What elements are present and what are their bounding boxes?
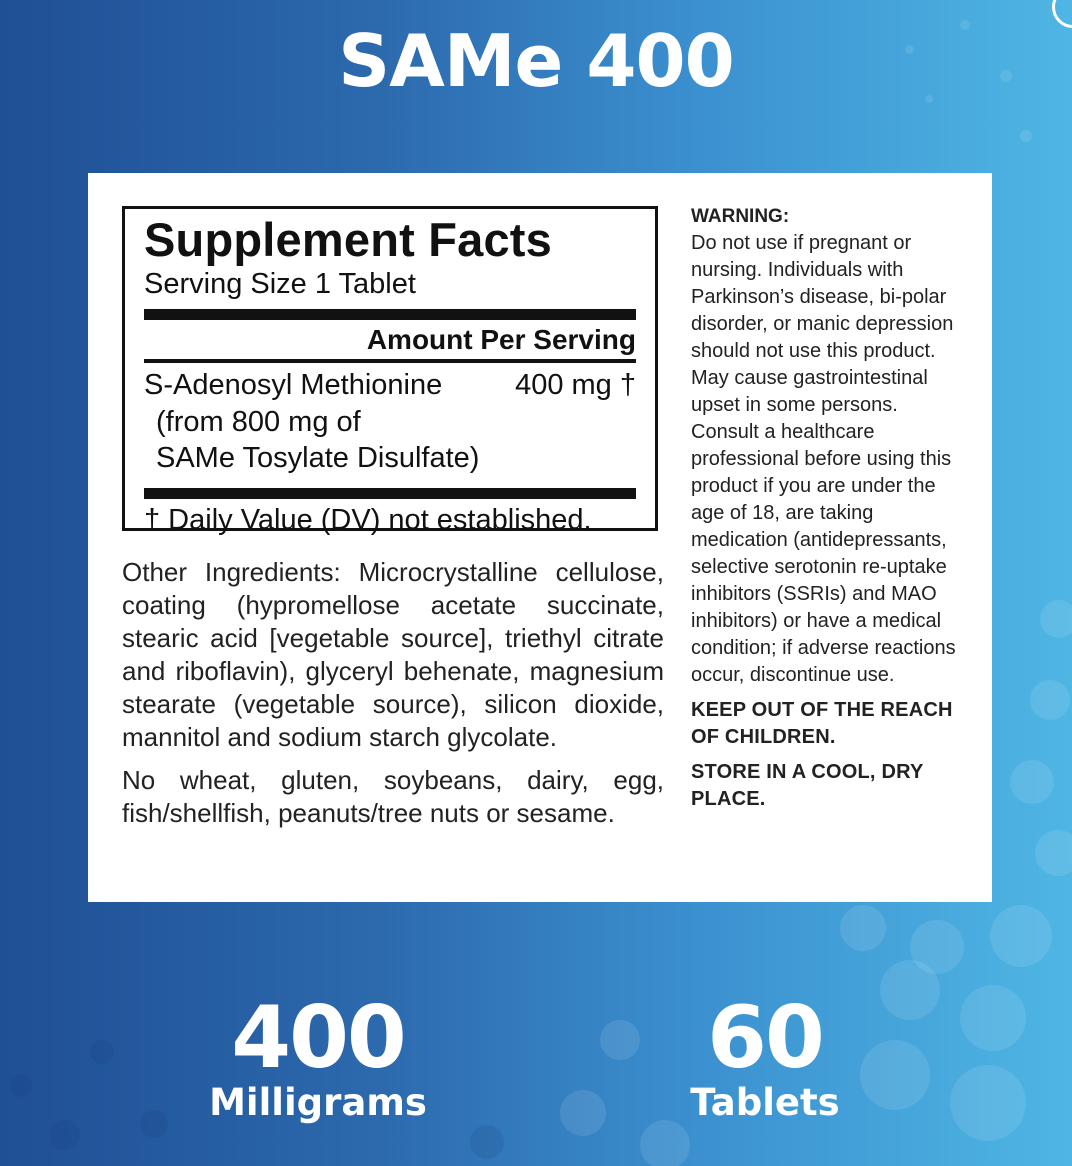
amount-per-serving-heading: Amount Per Serving [366,323,636,355]
supplement-facts-title: Supplement Facts [144,213,553,266]
warning-body: Do not use if pregnant or nursing. Individuals with Parkinson’s disease, bi-polar disorder, or manic depression should not use this product. May cause gastrointestinal upset in some persons. Consult a healthcare professional before using this product if you are under the age of 18, are taking medication (antidepressants, selective serotonin re-uptake inhibitors (SSRIs) and MAO inhibitors) or have a medical condition; if adverse reactions occur, discontinue use. [691,232,956,686]
dose-stat [188,988,448,1124]
dose-unit: Milligrams [209,1081,427,1124]
warning-heading: WARNING: [691,206,790,227]
other-ingredients-text: Other Ingredients: Microcrystalline cellulose, coating (hypromellose acetate succinate, stearic acid [vegetable source], triethyl citrate and riboflavin), glyceryl behenate, magnesium stearate (vegetable source), silicon dioxide, mannitol and sodium starch glycolate. [122,557,664,752]
dose-number: 400 [231,988,405,1088]
product-title: SAMe 400 [338,19,734,103]
allergen-statement: No wheat, gluten, soybeans, dairy, egg, fish/shellfish, peanuts/tree nuts or sesame. [122,765,664,828]
warning-section [691,203,971,813]
count-number: 60 [707,988,823,1088]
ingredient-source-line: (from 800 mg of [156,405,361,438]
ingredient-name: S-Adenosyl Methionine [144,369,443,402]
facts-divider-thick [144,488,636,499]
keep-out-of-reach-notice: KEEP OUT OF THE REACH OF CHILDREN. [691,699,953,748]
facts-divider-thick [144,309,636,320]
daily-value-note: † Daily Value (DV) not established. [144,504,592,537]
supplement-facts-box [122,206,658,537]
ingredient-source-line: SAMe Tosylate Disulfate) [156,441,480,474]
facts-divider-medium [144,359,636,363]
ingredient-amount: 400 mg † [515,369,636,402]
storage-notice: STORE IN A COOL, DRY PLACE. [691,761,924,810]
count-stat [635,988,895,1124]
ingredient-row [144,367,636,403]
count-unit: Tablets [690,1081,840,1124]
label-panel [88,173,992,902]
serving-size: Serving Size 1 Tablet [144,268,416,300]
other-ingredients-section [122,556,664,840]
